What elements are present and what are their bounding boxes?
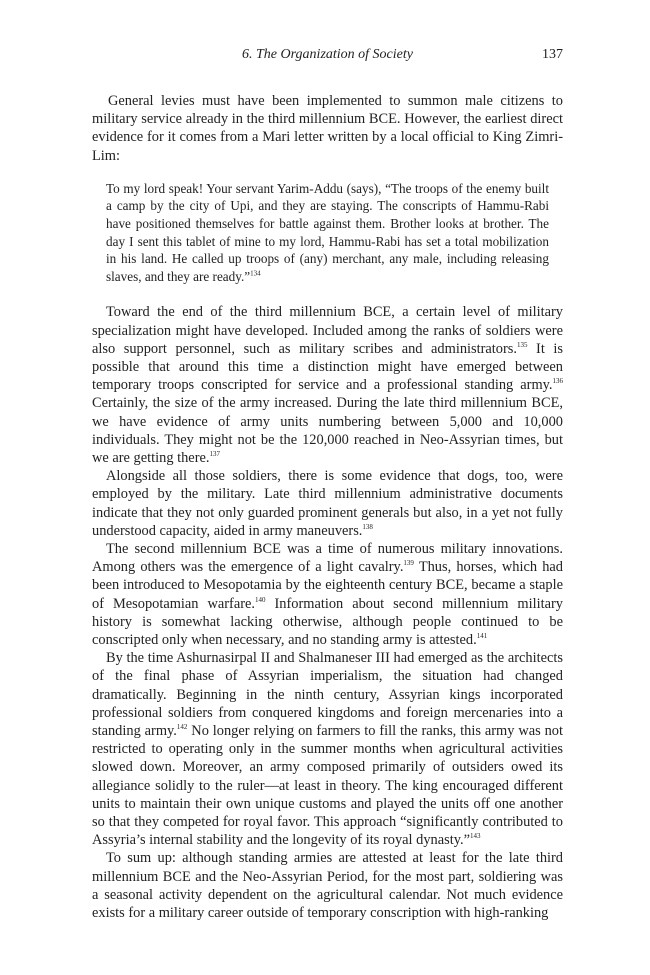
paragraph-2 — [92, 303, 563, 467]
footnote-ref: 142 — [176, 723, 188, 732]
paragraph-1 — [92, 92, 563, 165]
paragraph-1-text: General levies must have been implemented to summon male citizens to military service already in the third millennium BCE. However, the earliest direct evidence for it comes from a Mari letter written by a local official to King Zimri-Lim: — [92, 93, 563, 164]
page-header — [92, 46, 563, 66]
paragraph-3-sentence: Alongside all those soldiers, there is some evidence that dogs, too, were employed by the military. Late third millennium administrative documents indicate that they not only guarded prominent generals but also, in a yet not fully understood capacity, aided in army maneuvers. — [92, 468, 563, 539]
block-quote-body: To my lord speak! Your servant Yarim-Addu (says), “The troops of the enemy built a camp by the city of Upi, and they are staying. The conscripts of Hammu-Rabi have positioned themselves for battle against them. Brother looks at brother. The day I sent this tablet of mine to my lord, Hammu-Rabi has set a total mobilization in his land. He called up troops of (any) merchant, any male, including releasing slaves, and they are ready.” — [106, 180, 549, 284]
block-quote-text — [106, 180, 549, 286]
paragraph-2-sentence: It is possible that around this time a distinction might have emerged between temporary troops conscripted for service and a professional standing army. — [92, 340, 563, 394]
page-number: 137 — [542, 47, 563, 62]
paragraph-4-sentence: The second millennium BCE was a time of numerous military innovations. Among others was the emergence of a light cavalry. — [92, 541, 563, 576]
paragraph-4-sentence: Information about second millennium military history is somewhat lacking otherwise, although people continued to be conscripted only when necessary, and no standing army is attested. — [92, 595, 563, 649]
paragraph-4 — [92, 540, 563, 649]
block-quote — [106, 180, 549, 286]
footnote-ref: 140 — [255, 595, 266, 604]
running-head: 6. The Organization of Society — [242, 47, 413, 62]
footnote-ref: 134 — [250, 269, 261, 278]
footnote-ref: 136 — [552, 377, 563, 386]
paragraph-3 — [92, 467, 563, 540]
footnote-ref: 139 — [403, 559, 414, 568]
paragraph-6 — [92, 849, 563, 922]
paragraph-6-sentence: To sum up: although standing armies are attested at least for the late third millennium BCE and the Neo-Assyrian Period, for the most part, soldiering was a seasonal activity dependent on the agricultural calendar. Not much evidence exists for a military career outside of temporary conscription with high-ranking — [92, 850, 563, 922]
footnote-ref: 135 — [516, 340, 528, 349]
footnote-ref: 141 — [476, 632, 488, 641]
paragraph-5-sentence: By the time Ashurnasirpal II and Shalmaneser III had emerged as the architects of the final phase of Assyrian imperialism, the situation had changed dramatically. Beginning in the ninth century, Assyrian kings incorporated professional soldiers from conquered kingdoms and foreign mercenaries into a standing army. — [92, 650, 563, 740]
footnote-ref: 137 — [209, 450, 220, 459]
paragraph-2-sentence: Certainly, the size of the army increased. During the late third millennium BCE, we have evidence of army units numbering between 5,000 and 10,000 individuals. They might not be the 120,000 reached in Neo-Assyrian times, but we are getting there. — [92, 395, 563, 466]
footnote-ref: 143 — [469, 832, 481, 841]
paragraph-4-sentence: Thus, horses, which had been introduced to Mesopotamia by the eighteenth century BCE, became a staple of Mesopotamian warfare. — [92, 559, 564, 612]
footnote-ref: 138 — [362, 523, 373, 532]
body-text — [92, 92, 563, 922]
paragraph-5 — [92, 649, 563, 849]
paragraph-2-sentence: Toward the end of the third millennium BCE, a certain level of military specialization might have developed. Included among the ranks of soldiers were also support personnel, such as military scribes and administrators. — [92, 304, 563, 357]
paragraph-5-sentence: No longer relying on farmers to fill the ranks, this army was not restricted to operating only in the summer months when agricultural activities slowed down. Moreover, an army composed primarily of outsiders owed its allegiance solidly to the ruler—at least in theory. The king encouraged different units to maintain their own unique customs and played the units off one another so that they competed for royal favor. This approach “significantly contributed to Assyria’s internal stability and the longevity of its royal dynasty.” — [92, 723, 563, 849]
